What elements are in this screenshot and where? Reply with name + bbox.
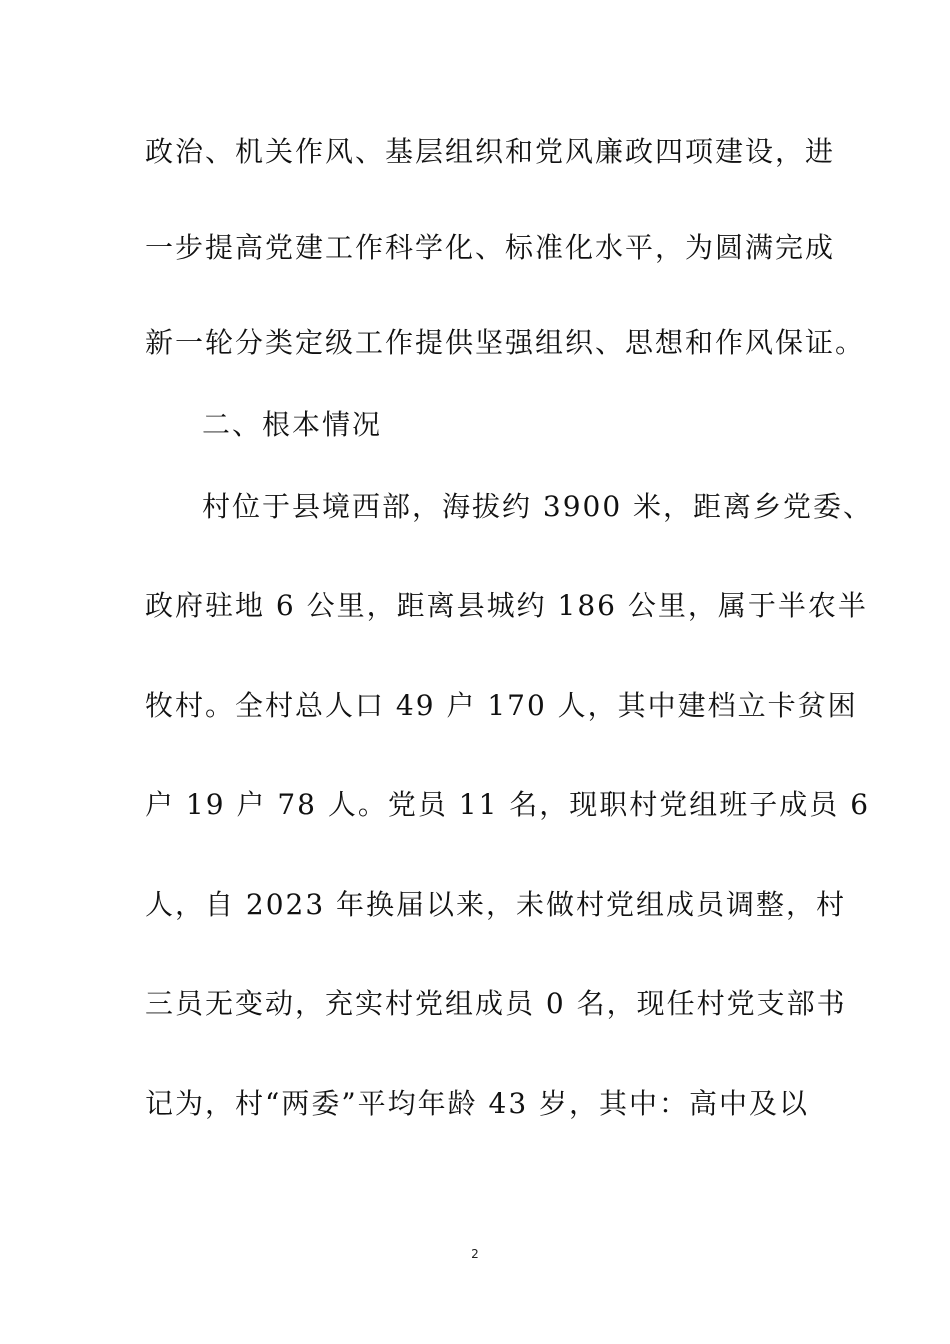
page-number: 2 <box>471 1247 479 1261</box>
paragraph-line-4: 村位于县境西部，海拔约 3900 米，距离乡党委、 <box>202 490 874 523</box>
paragraph-line-6: 牧村。全村总人口 49 户 170 人，其中建档立卡贫困 <box>145 689 858 722</box>
paragraph-line-8: 人，自 2023 年换届以来，未做村党组成员调整，村 <box>145 888 847 921</box>
paragraph-line-10: 记为，村“两委”平均年龄 43 岁，其中：高中及以 <box>145 1087 810 1120</box>
paragraph-line-1: 政治、机关作风、基层组织和党风廉政四项建设，进 <box>145 135 836 168</box>
paragraph-line-5: 政府驻地 6 公里，距离县城约 186 公里，属于半农半 <box>145 589 868 622</box>
paragraph-line-2: 一步提高党建工作科学化、标准化水平，为圆满完成 <box>145 231 836 264</box>
section-heading: 二、根本情况 <box>202 408 383 441</box>
paragraph-line-7: 户 19 户 78 人。党员 11 名，现职村党组班子成员 6 <box>145 788 871 821</box>
paragraph-line-3: 新一轮分类定级工作提供坚强组织、思想和作风保证。 <box>145 326 866 359</box>
paragraph-line-9: 三员无变动，充实村党组成员 0 名，现任村党支部书 <box>145 987 847 1020</box>
